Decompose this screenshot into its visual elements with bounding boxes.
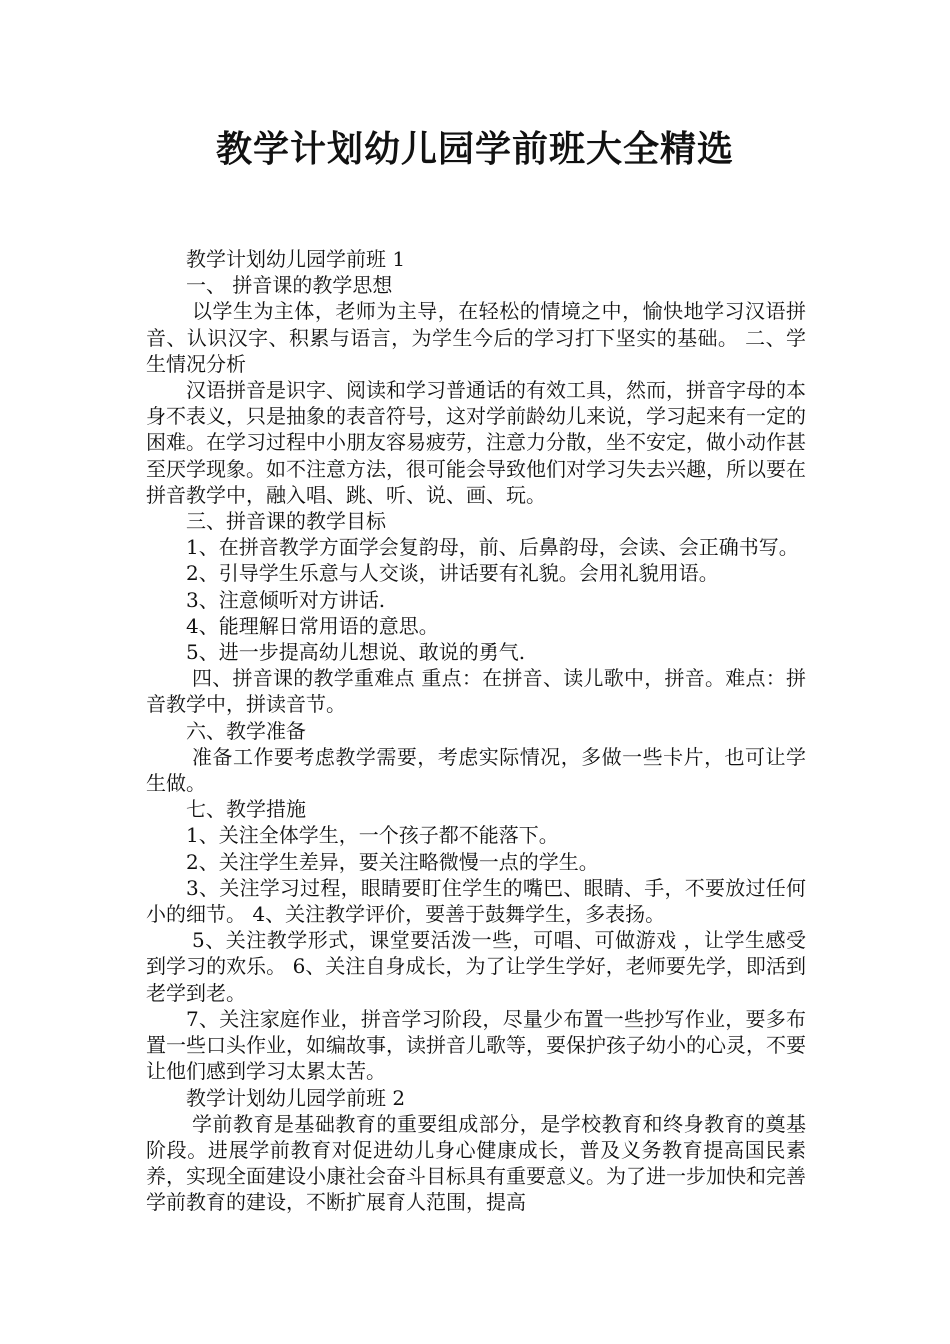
paragraph: 以学生为主体，老师为主导，在轻松的情境之中，愉快地学习汉语拼音、认识汉字、积累与语言，为学生今后的学习打下坚实的基础。 二、学生情况分析: [146, 299, 806, 376]
paragraph: 三、拼音课的教学目标: [186, 509, 386, 534]
paragraph: 教学计划幼儿园学前班 1: [186, 247, 406, 271]
paragraph: 5、关注教学形式，课堂要活泼一些，可唱、可做游戏 ，让学生感受到学习的欢乐。 6、关注自身成长，为了让学生学好，老师要先学，即活到老学到老。: [146, 928, 806, 1005]
paragraph: 7、关注家庭作业，拼音学习阶段，尽量少布置一些抄写作业，要多布置一些口头作业，如编故事，读拼音儿歌等，要保护孩子幼小的心灵，不要让他们感到学习太累太苦。: [146, 1006, 806, 1084]
document-title: 教学计划幼儿园学前班大全精选: [215, 129, 734, 170]
paragraph: 七、教学措施: [186, 797, 306, 822]
paragraph: 2、关注学生差异，要关注略微慢一点的学生。: [186, 849, 599, 874]
paragraph: 一、 拼音课的教学思想: [186, 273, 393, 298]
paragraph: 学前教育是基础教育的重要组成部分，是学校教育和终身教育的奠基阶段。进展学前教育对促进幼儿身心健康成长，普及义务教育提高国民素养，实现全面建设小康社会奋斗目标具有重要意义。为了进一步加快和完善学前教育的建设，不断扩展育人范围，提高: [146, 1111, 806, 1215]
paragraph: 4、能理解日常用语的意思。: [186, 613, 439, 638]
paragraph: 1、在拼音教学方面学会复韵母，前、后鼻韵母，会读、会正确书写。: [186, 535, 799, 560]
paragraph: 汉语拼音是识字、阅读和学习普通话的有效工具，然而，拼音字母的本身不表义，只是抽象的表音符号，这对学前龄幼儿来说，学习起来有一定的困难。在学习过程中小朋友容易疲劳，注意力分散，坐不安定，做小动作甚至厌学现象。如不注意方法，很可能会导致他们对学习失去兴趣，所以要在拼音教学中，融入唱、跳、听、说、画、玩。: [146, 378, 806, 507]
paragraph: 3、关注学习过程，眼睛要盯住学生的嘴巴、眼睛、手，不要放过任何小的细节。 4、关注教学评价，要善于鼓舞学生，多表扬。: [146, 875, 806, 927]
paragraph: 3、注意倾听对方讲话.: [186, 587, 386, 612]
document-body: [146, 246, 806, 1216]
paragraph: 2、引导学生乐意与人交谈，讲话要有礼貌。会用礼貌用语。: [186, 561, 719, 586]
paragraph: 六、教学准备: [186, 718, 306, 743]
paragraph: 5、进一步提高幼儿想说、敢说的勇气.: [186, 640, 526, 665]
paragraph: 准备工作要考虑教学需要，考虑实际情况，多做一些卡片，也可让学生做。: [146, 744, 806, 796]
paragraph: 四、拼音课的教学重难点 重点：在拼音、读儿歌中，拼音。难点：拼音教学中，拼读音节。: [146, 666, 806, 717]
paragraph: 1、关注全体学生，一个孩子都不能落下。: [186, 823, 559, 848]
paragraph: 教学计划幼儿园学前班 2: [186, 1085, 406, 1110]
